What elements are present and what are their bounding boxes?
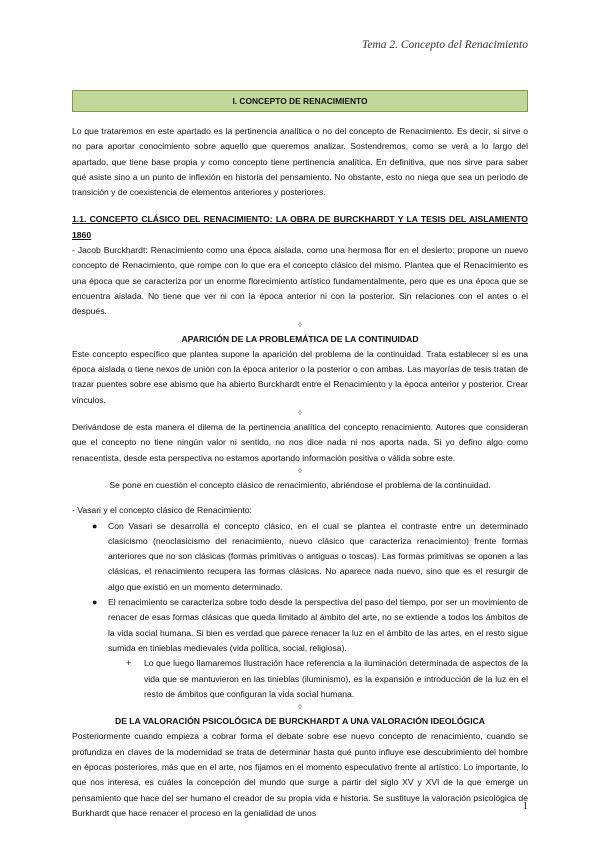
continuity-heading: APARICIÓN DE LA PROBLEMÁTICA DE LA CONTINUIDAD bbox=[181, 333, 419, 344]
diamond-separator: ◊ bbox=[298, 467, 302, 475]
subsection-title: 1.1. CONCEPTO CLÁSICO DEL RENACIMIENTO: LA OBRA DE BURCKHARDT Y LA TESIS DEL AISLAMIENTO 1860 bbox=[72, 214, 528, 240]
running-header: Tema 2. Concepto del Renacimiento bbox=[362, 39, 528, 51]
page-number: 1 bbox=[522, 800, 528, 812]
burckhardt-paragraph: - Jacob Burckhardt: Renacimiento como una época aislada, como una hermosa flor en el desierto: propone un nuevo concepto de Renacimiento, que rompe con lo que era el concepto clásico del mismo. Plantea que el Renacimiento es una época que se caracteriza por un enorme florecimiento artístico fundamentalmente, pero que es una época que se encuentra aislada. No tiene que ver ni con la época anterior ni con la posterior. Sin relaciones con el antes o el después. bbox=[72, 245, 528, 317]
plus-bullet-icon: + bbox=[126, 658, 132, 669]
list-item-text: Con Vasari se desarrolla el concepto clásico, en el cual se plantea el contraste entre un determinado clasicismo (neoclasicismo del renacimiento, nuevo clásico que caracteriza renacimiento) frente formas anteriores que no son clásicas (formas primitivas o antiguas o toscas). Las formas primitivas se oponen a las clásicas, el renacimiento recupera las formas clásicas. No aparece nada nuevo, sino que es el resurgir de algo que existió en un momento determinado. bbox=[108, 520, 528, 592]
vasari-heading: - Vasari y el concepto clásico de Renacimiento: bbox=[72, 505, 252, 516]
sub-list-item-text: Lo que luego llamaremos Ilustración hace referencia a la iluminación determinada de aspectos de la vida que se mantuvieron en las tinieblas (iluminismo), es la expansión e introducción de la luz en el resto de ámbitos que configuran la vida social humana. bbox=[144, 658, 528, 699]
diamond-separator: ◊ bbox=[298, 704, 302, 712]
section-title: I. CONCEPTO DE RENACIMIENTO bbox=[72, 90, 528, 112]
vasari-list bbox=[72, 519, 528, 703]
dilemma-paragraph: Derivándose de esta manera el dilema de la pertinencia analítica del concepto renacimiento. Autores que consideran que el concepto no tiene ningún valor ni sentido, no nos dice nada ni nos aporta nada. Si yo defino algo como renacentista, desde esta perspectiva no estamos aportando información positiva o válida sobre este. bbox=[72, 422, 528, 463]
list-item bbox=[72, 519, 528, 595]
diamond-separator: ◊ bbox=[298, 410, 302, 418]
bullet-icon: ● bbox=[92, 597, 98, 608]
diamond-separator: ◊ bbox=[298, 321, 302, 329]
list-item bbox=[72, 595, 528, 656]
list-item-text: El renacimiento se caracteriza sobre todo desde la perspectiva del paso del tiempo, por ser un movimiento de renacer de esas formas clásicas que queda limitado al ámbito del arte, no se extiende a todos los ámbitos de la vida social humana. Si bien es verdad que parece renacer la luz en el ámbito de las artes, en el resto sigue sumida en tinieblas medievales (vida política, social, religiosa). bbox=[108, 597, 528, 653]
intro-paragraph: Lo que trataremos en este apartado es la pertinencia analítica o no del concepto de Renacimiento. Es decir, si sirve o no para aportar conocimiento sobre aquello que queremos analizar. Sostendremos, como se verá a lo largo del apartado, que tiene base propia y como concepto tiene pertinencia analítica. En definitiva, que nos sirve para saber qué asiste sino a un punto de inflexión en historia del pensamiento. No obstante, esto no niega que sea un periodo de transición y de coexistencia de elementos anteriores y posteriores. bbox=[72, 126, 528, 198]
sub-list-item bbox=[72, 656, 528, 702]
bullet-icon: ● bbox=[92, 520, 98, 531]
valoracion-heading: DE LA VALORACIÓN PSICOLÓGICA DE BURCKHARDT A UNA VALORACIÓN IDEOLÓGICA bbox=[114, 716, 485, 727]
document-body bbox=[72, 124, 528, 821]
valoracion-paragraph: Posteriormente cuando empieza a cobrar forma el debate sobre ese nuevo concepto de renacimiento, cuando se profundiza en claves de la modernidad se trata de determinar hasta qué punto influye ese descubrimiento del hombre en épocas posteriores, más que en el arte, nos fijamos en el momento especulativo frente al artístico. Lo importante, lo que nos interesa, es cuáles la concepción del mundo que surge a partir del siglo XV y XVI de la que emerge un pensamiento que hace del ser humano el creador de su propia vida e historia. Se sustituye la valoración psicológica de Burkhardt que hace renacer el proceso en la genialidad de unos bbox=[72, 731, 528, 818]
question-paragraph: Se pone en cuestión el concepto clásico de renacimiento, abriéndose el problema de la continuidad. bbox=[109, 479, 491, 490]
continuity-paragraph: Este concepto específico que plantea supone la aparición del problema de la continuidad. Trata establecer si es una época aislada o tiene nexos de unión con la época anterior o la posterior o con ambas. Las mayorías de tesis tratan de trazar puentes sobre ese abismo que ha abierto Burckhardt entre el Renacimiento y la época anterior y posterior. Crear vínculos. bbox=[72, 348, 528, 405]
